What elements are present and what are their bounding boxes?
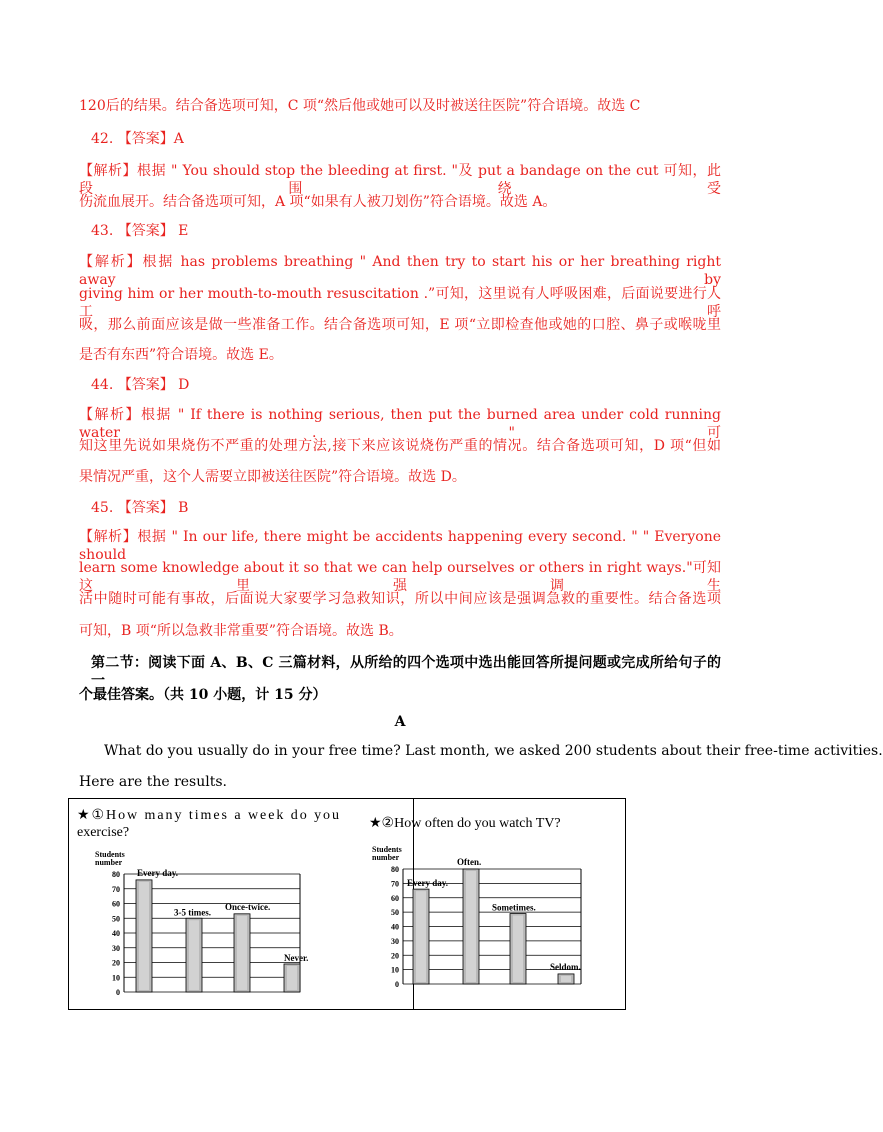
y-axis-label-line-1: Students [372,845,402,854]
passage-label: A [394,714,406,730]
y-tick-label: 10 [391,965,399,975]
y-tick-label: 70 [112,884,120,894]
bar-label: Every day. [407,878,449,889]
section-heading-line-2: 个最佳答案。（共 10 小题，计 15 分） [79,687,327,703]
y-tick-label: 70 [391,879,399,889]
answer-44: 44. 【答案】 D [91,377,190,393]
y-tick-label: 80 [391,865,399,874]
y-tick-label: 0 [116,988,120,997]
bar-texture [416,891,426,982]
passage-intro-line-1: What do you usually do in your free time? Last month, we asked 200 students about their free-time activities. [104,743,883,759]
analysis-45-line-1: 【解析】根据 " In our life, there might be accidents happening every second. " " Everyone should [79,529,721,563]
tv-chart [369,816,581,989]
analysis-43-line-3: 吸，那么前面应该是做一些准备工作。结合备选项可知，E 项“立即检查他或她的口腔、鼻子或喉咙里 [79,317,721,333]
passage-intro-line-2: Here are the results. [79,774,227,790]
bar-label: Never. [284,952,309,963]
analysis-43-line-4: 是否有东西”符合语境。故选 E。 [79,347,283,363]
survey-charts-box [68,798,626,1010]
bar-label: Sometimes. [492,902,536,913]
y-tick-label: 0 [395,980,399,989]
y-tick-label: 50 [112,914,120,924]
y-tick-label: 60 [391,893,399,903]
analysis-44-line-3: 果情况严重，这个人需要立即被送往医院”符合语境。故选 D。 [79,469,466,485]
chart-title: ★②How often do you watch TV? [369,816,561,831]
answer-43: 43. 【答案】 E [91,223,189,239]
bar-label: 3-5 times. [174,907,211,918]
answer-45: 45. 【答案】 B [91,500,189,516]
bar-texture [513,916,523,982]
y-axis-label-line-2: number [95,858,123,867]
chart-title-line-2: exercise? [77,825,130,840]
text-line-1: 120后的结果。结合备选项可知，C 项“然后他或她可以及时被送往医院”符合语境。故选 C [79,98,641,114]
section-heading-line-1: 第二节：阅读下面 A、B、C 三篇材料，从所给的四个选项中选出能回答所提问题或完成所给句子的一 [91,655,721,689]
analysis-45-line-4: 可知，B 项“所以急救非常重要”符合语境。故选 B。 [79,623,403,639]
analysis-42-line-1: 【解析】根据 " You should stop the bleeding at first. "及 put a bandage on the cut 可知，此段围绕受 [79,163,721,197]
analysis-45-line-2: learn some knowledge about it so that we can help ourselves or others in right ways."可知这里强调生 [79,560,721,594]
charts-svg [69,799,625,1009]
y-tick-label: 50 [391,908,399,918]
analysis-44-line-1: 【解析】根据 " If there is nothing serious, then put the burned area under cold running water . " 可 [79,407,721,441]
y-tick-label: 20 [391,951,399,961]
exercise-chart [77,808,339,997]
analysis-43-line-2: giving him or her mouth-to-mouth resuscitation .”可知，这里说有人呼吸困难，后面说要进行人工呼 [79,286,721,320]
bar-texture [237,916,247,990]
bar-label: Every day. [137,867,179,878]
bar-texture [139,882,149,990]
chart-title-line-1: ★①How many times a week do you [77,808,339,823]
analysis-43-line-1: 【解析】根据 has problems breathing " And then try to start his or her breathing right away by [79,254,721,288]
bar-label: Once-twice. [225,901,271,912]
analysis-44-line-2: 知这里先说如果烧伤不严重的处理方法,接下来应该说烧伤严重的情况。结合备选项可知，D 项“但如 [79,438,721,454]
analysis-42-line-2: 伤流血展开。结合备选项可知，A 项“如果有人被刀划伤”符合语境。故选 A。 [79,194,557,210]
y-tick-label: 30 [391,936,399,946]
y-axis-label-line-1: Students [95,850,125,859]
y-tick-label: 40 [112,929,120,938]
y-tick-label: 30 [112,943,120,953]
y-tick-label: 20 [112,958,120,968]
bar-label: Often. [457,857,482,867]
analysis-45-line-3: 活中随时可能有事故，后面说大家要学习急救知识，所以中间应该是强调急救的重要性。结合备选项 [79,591,721,607]
y-axis-label-line-2: number [372,853,400,862]
bar-texture [466,871,476,982]
y-tick-label: 10 [112,973,120,983]
answer-42: 42. 【答案】A [91,131,184,147]
y-tick-label: 40 [391,922,399,932]
bar-texture [287,966,297,990]
y-tick-label: 60 [112,899,120,909]
bar-texture [189,920,199,990]
y-tick-label: 80 [112,870,120,879]
bar-label: Seldom. [550,961,581,972]
bar-texture [561,976,571,982]
